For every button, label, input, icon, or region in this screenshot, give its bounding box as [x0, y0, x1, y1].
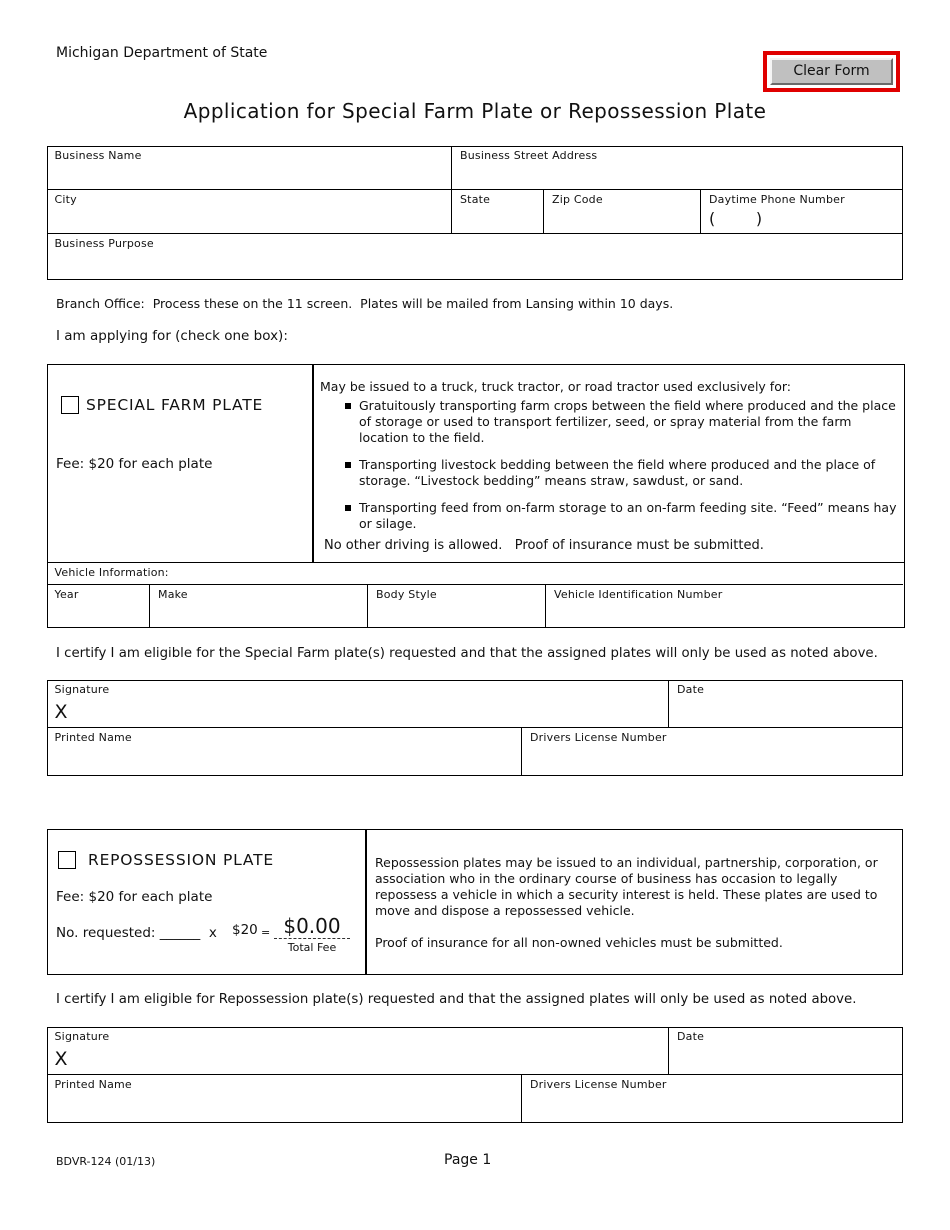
repo-price: $20	[232, 922, 258, 938]
repo-requested: No. requested: ______ x	[56, 925, 217, 941]
business-name-field[interactable]	[47, 146, 452, 190]
zip-field[interactable]	[543, 189, 700, 233]
repo-license-field[interactable]	[521, 1074, 903, 1122]
license-label: Drivers License Number	[530, 1078, 667, 1091]
make-label: Make	[158, 588, 188, 601]
date-label: Date	[677, 1029, 705, 1043]
repo-total-label: Total Fee	[287, 941, 337, 954]
repo-certification: I certify I am eligible for Repossession plate(s) requested and that the assigned plates will only be used as noted above.	[56, 992, 857, 1007]
make-field[interactable]	[149, 584, 367, 628]
farm-divider	[312, 364, 314, 562]
signature-label: Signature	[54, 682, 110, 696]
repo-equals: =	[261, 926, 271, 939]
farm-plate-section	[47, 364, 905, 628]
vin-label: Vehicle Identification Number	[554, 588, 723, 601]
body-style-field[interactable]	[367, 584, 545, 628]
farm-closing-note: No other driving is allowed. Proof of insurance must be submitted.	[324, 538, 764, 553]
repo-plate-fee: Fee: $20 for each plate	[56, 889, 213, 905]
farm-plate-title: SPECIAL FARM PLATE	[86, 396, 264, 414]
repo-insurance: Proof of insurance for all non-owned vehicles must be submitted.	[375, 935, 783, 950]
printed-name-label: Printed Name	[54, 1078, 132, 1091]
city-label: City	[54, 193, 77, 206]
form-id: BDVR-124 (01/13)	[56, 1155, 156, 1168]
year-field[interactable]	[47, 584, 149, 628]
business-address-field[interactable]	[451, 146, 903, 190]
farm-certification: I certify I am eligible for the Special Farm plate(s) requested and that the assigned plates will only be used as noted above.	[56, 646, 878, 661]
repo-printed-name-field[interactable]	[47, 1074, 522, 1122]
business-name-label: Business Name	[54, 148, 142, 162]
repo-signature-field[interactable]	[47, 1027, 669, 1075]
city-field[interactable]	[47, 189, 452, 233]
farm-use-item: Gratuitously transporting farm crops between the field where produced and the place of storage or used to transport fertilizer, seed, or spray material from the farm location to the field.	[344, 398, 898, 446]
repo-plate-title: REPOSSESSION PLATE	[88, 851, 274, 869]
repo-plate-checkbox[interactable]	[58, 851, 76, 869]
repo-plate-section	[47, 829, 903, 975]
phone-label: Daytime Phone Number	[709, 193, 845, 206]
signature-x-mark: X	[54, 1047, 68, 1070]
agency-name: Michigan Department of State	[56, 45, 268, 61]
date-label: Date	[677, 682, 705, 696]
repo-divider	[365, 829, 367, 975]
phone-field[interactable]	[700, 189, 903, 233]
farm-intro: May be issued to a truck, truck tractor, or road tractor used exclusively for:	[320, 379, 791, 394]
farm-signature-table	[47, 680, 903, 776]
business-address-label: Business Street Address	[460, 148, 598, 162]
vin-field[interactable]	[545, 584, 903, 628]
printed-name-label: Printed Name	[54, 731, 132, 744]
repo-total-value[interactable]: $0.00	[274, 914, 350, 939]
form-title: Application for Special Farm Plate or Repossession Plate	[183, 99, 767, 123]
state-label: State	[460, 193, 491, 206]
farm-use-item: Transporting feed from on-farm storage to an on-farm feeding site. “Feed” means hay or silage.	[344, 500, 898, 532]
apply-instruction: I am applying for (check one box):	[56, 328, 288, 344]
repo-date-field[interactable]	[668, 1027, 903, 1075]
clear-form-button[interactable]: Clear Form	[770, 58, 893, 85]
vehicle-info-label: Vehicle Information:	[54, 566, 169, 579]
farm-use-item: Transporting livestock bedding between the field where produced and the place of storage. “Livestock bedding” means straw, sawdust, or sand.	[344, 457, 898, 489]
farm-license-field[interactable]	[521, 727, 903, 775]
page-number: Page 1	[444, 1152, 492, 1168]
signature-x-mark: X	[54, 700, 68, 723]
year-label: Year	[54, 588, 79, 601]
farm-plate-fee: Fee: $20 for each plate	[56, 456, 213, 472]
body-style-label: Body Style	[376, 588, 437, 601]
farm-date-field[interactable]	[668, 680, 903, 728]
zip-label: Zip Code	[552, 193, 603, 206]
business-info-table	[47, 146, 903, 280]
phone-area-code-parens: ( )	[709, 209, 763, 228]
vehicle-info-row	[47, 562, 905, 585]
signature-label: Signature	[54, 1029, 110, 1043]
business-purpose-label: Business Purpose	[54, 237, 154, 250]
business-purpose-field[interactable]	[47, 233, 903, 279]
farm-uses-list	[344, 398, 898, 532]
license-label: Drivers License Number	[530, 731, 667, 744]
repo-signature-table	[47, 1027, 903, 1123]
farm-description	[320, 379, 898, 553]
farm-printed-name-field[interactable]	[47, 727, 522, 775]
branch-office-note: Branch Office: Process these on the 11 screen. Plates will be mailed from Lansing within 10 days.	[56, 296, 674, 311]
farm-signature-field[interactable]	[47, 680, 669, 728]
state-field[interactable]	[451, 189, 543, 233]
farm-plate-checkbox[interactable]	[61, 396, 79, 414]
clear-form-highlight	[763, 51, 900, 92]
repo-description: Repossession plates may be issued to an individual, partnership, corporation, or association who in the ordinary course of business has occasion to legally repossess a vehicle in which a security interest is held. These plates are used to move and dispose a repossessed vehicle.	[375, 855, 878, 918]
